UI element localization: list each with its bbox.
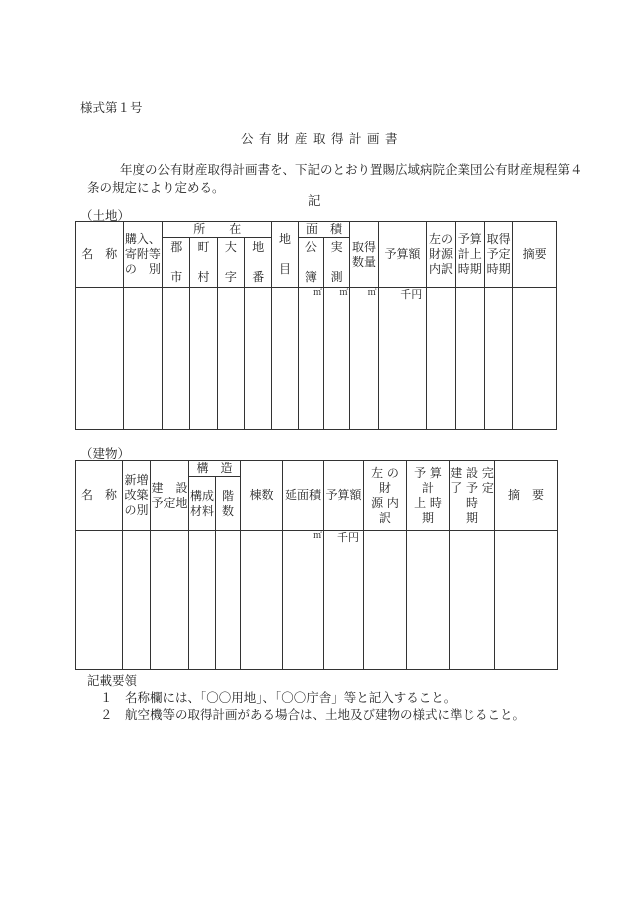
building-header-site: 建 設 予定地 xyxy=(151,461,189,531)
building-unit-budget: 千円 xyxy=(324,531,364,670)
building-cell-budget-time xyxy=(407,531,450,670)
building-header-budget: 予算額 xyxy=(324,461,364,531)
land-header-chiban: 地 番 xyxy=(245,238,272,288)
land-header-remarks: 摘要 xyxy=(513,222,557,288)
notes-heading: 記載要領 xyxy=(87,673,138,688)
building-cell-completion xyxy=(450,531,495,670)
land-cell-chiban xyxy=(245,288,272,430)
building-header-floor-area: 延面積 xyxy=(283,461,324,531)
land-cell-purchase xyxy=(123,288,162,430)
land-header-source: 左の 財源 内訳 xyxy=(427,222,455,288)
land-section-label: （土地） xyxy=(80,208,131,223)
land-header-jissoku: 実 測 xyxy=(324,238,350,288)
land-header-area: 面 積 xyxy=(298,222,350,238)
land-table xyxy=(75,221,557,430)
building-header-completion: 建 設 完 了 予 定 時 期 xyxy=(450,461,495,531)
building-header-structure: 構 造 xyxy=(189,461,241,477)
form-number: 様式第１号 xyxy=(80,100,143,115)
land-unit-jissoku: ㎡ xyxy=(324,288,350,430)
building-header-source: 左 の 財 源 内 訳 xyxy=(364,461,407,531)
building-cell-name xyxy=(76,531,123,670)
land-header-purchase: 購入、 寄附等 の 別 xyxy=(123,222,162,288)
land-header-acq-time: 取得 予定 時期 xyxy=(484,222,512,288)
building-header-floors: 階 数 xyxy=(216,477,241,531)
land-cell-source xyxy=(427,288,455,430)
building-data-row xyxy=(76,531,558,670)
building-header-count: 棟数 xyxy=(241,461,283,531)
building-header-budget-time: 予 算 計 上 時 期 xyxy=(407,461,450,531)
intro-line-2: 条の規定により定める。 xyxy=(87,180,225,195)
land-cell-remarks xyxy=(513,288,557,430)
building-header-name: 名 称 xyxy=(76,461,123,531)
building-cell-material xyxy=(189,531,216,670)
intro-line-1: 年度の公有財産取得計画書を、下記のとおり置賜広域病院企業団公有財産規程第４ xyxy=(120,162,583,177)
building-cell-source xyxy=(364,531,407,670)
building-unit-floor-area: ㎡ xyxy=(283,531,324,670)
building-cell-floors xyxy=(216,531,241,670)
building-header-material: 構成 材料 xyxy=(189,477,216,531)
land-header-chimoku: 地 目 xyxy=(272,222,298,288)
land-cell-aza xyxy=(217,288,244,430)
land-header-cho: 町 村 xyxy=(190,238,217,288)
building-cell-type xyxy=(123,531,151,670)
land-header-budget: 予算額 xyxy=(378,222,427,288)
land-cell-acq-time xyxy=(484,288,512,430)
land-header-location: 所 在 xyxy=(163,222,272,238)
land-unit-quantity: ㎡ xyxy=(350,288,378,430)
land-cell-budget-time xyxy=(455,288,484,430)
land-header-aza: 大 字 xyxy=(217,238,244,288)
building-header-type: 新増 改築 の別 xyxy=(123,461,151,531)
land-header-quantity: 取得 数量 xyxy=(350,222,378,288)
notes-item: １ 名称欄には、「〇〇用地」、「〇〇庁舎」等と記入すること。 xyxy=(100,690,457,705)
building-header-remarks: 摘 要 xyxy=(495,461,558,531)
document-title: 公有財産取得計画書 xyxy=(241,131,404,146)
land-header-kobo: 公 簿 xyxy=(298,238,323,288)
land-header-name: 名 称 xyxy=(76,222,124,288)
land-unit-kobo: ㎡ xyxy=(298,288,323,430)
land-cell-chimoku xyxy=(272,288,298,430)
building-cell-count xyxy=(241,531,283,670)
land-header-gun: 郡 市 xyxy=(163,238,190,288)
notes-section xyxy=(87,672,525,723)
land-header-budget-time: 予算 計上 時期 xyxy=(455,222,484,288)
notes-item: ２ 航空機等の取得計画がある場合は、土地及び建物の様式に準じること。 xyxy=(100,707,526,722)
land-unit-budget: 千円 xyxy=(378,288,427,430)
land-cell-gun xyxy=(163,288,190,430)
building-cell-remarks xyxy=(495,531,558,670)
building-table xyxy=(75,460,558,670)
land-cell-cho xyxy=(190,288,217,430)
building-cell-site xyxy=(151,531,189,670)
land-cell-name xyxy=(76,288,124,430)
building-section-label: （建物） xyxy=(80,446,131,461)
land-data-row xyxy=(76,288,557,430)
ki-label: 記 xyxy=(308,193,321,208)
